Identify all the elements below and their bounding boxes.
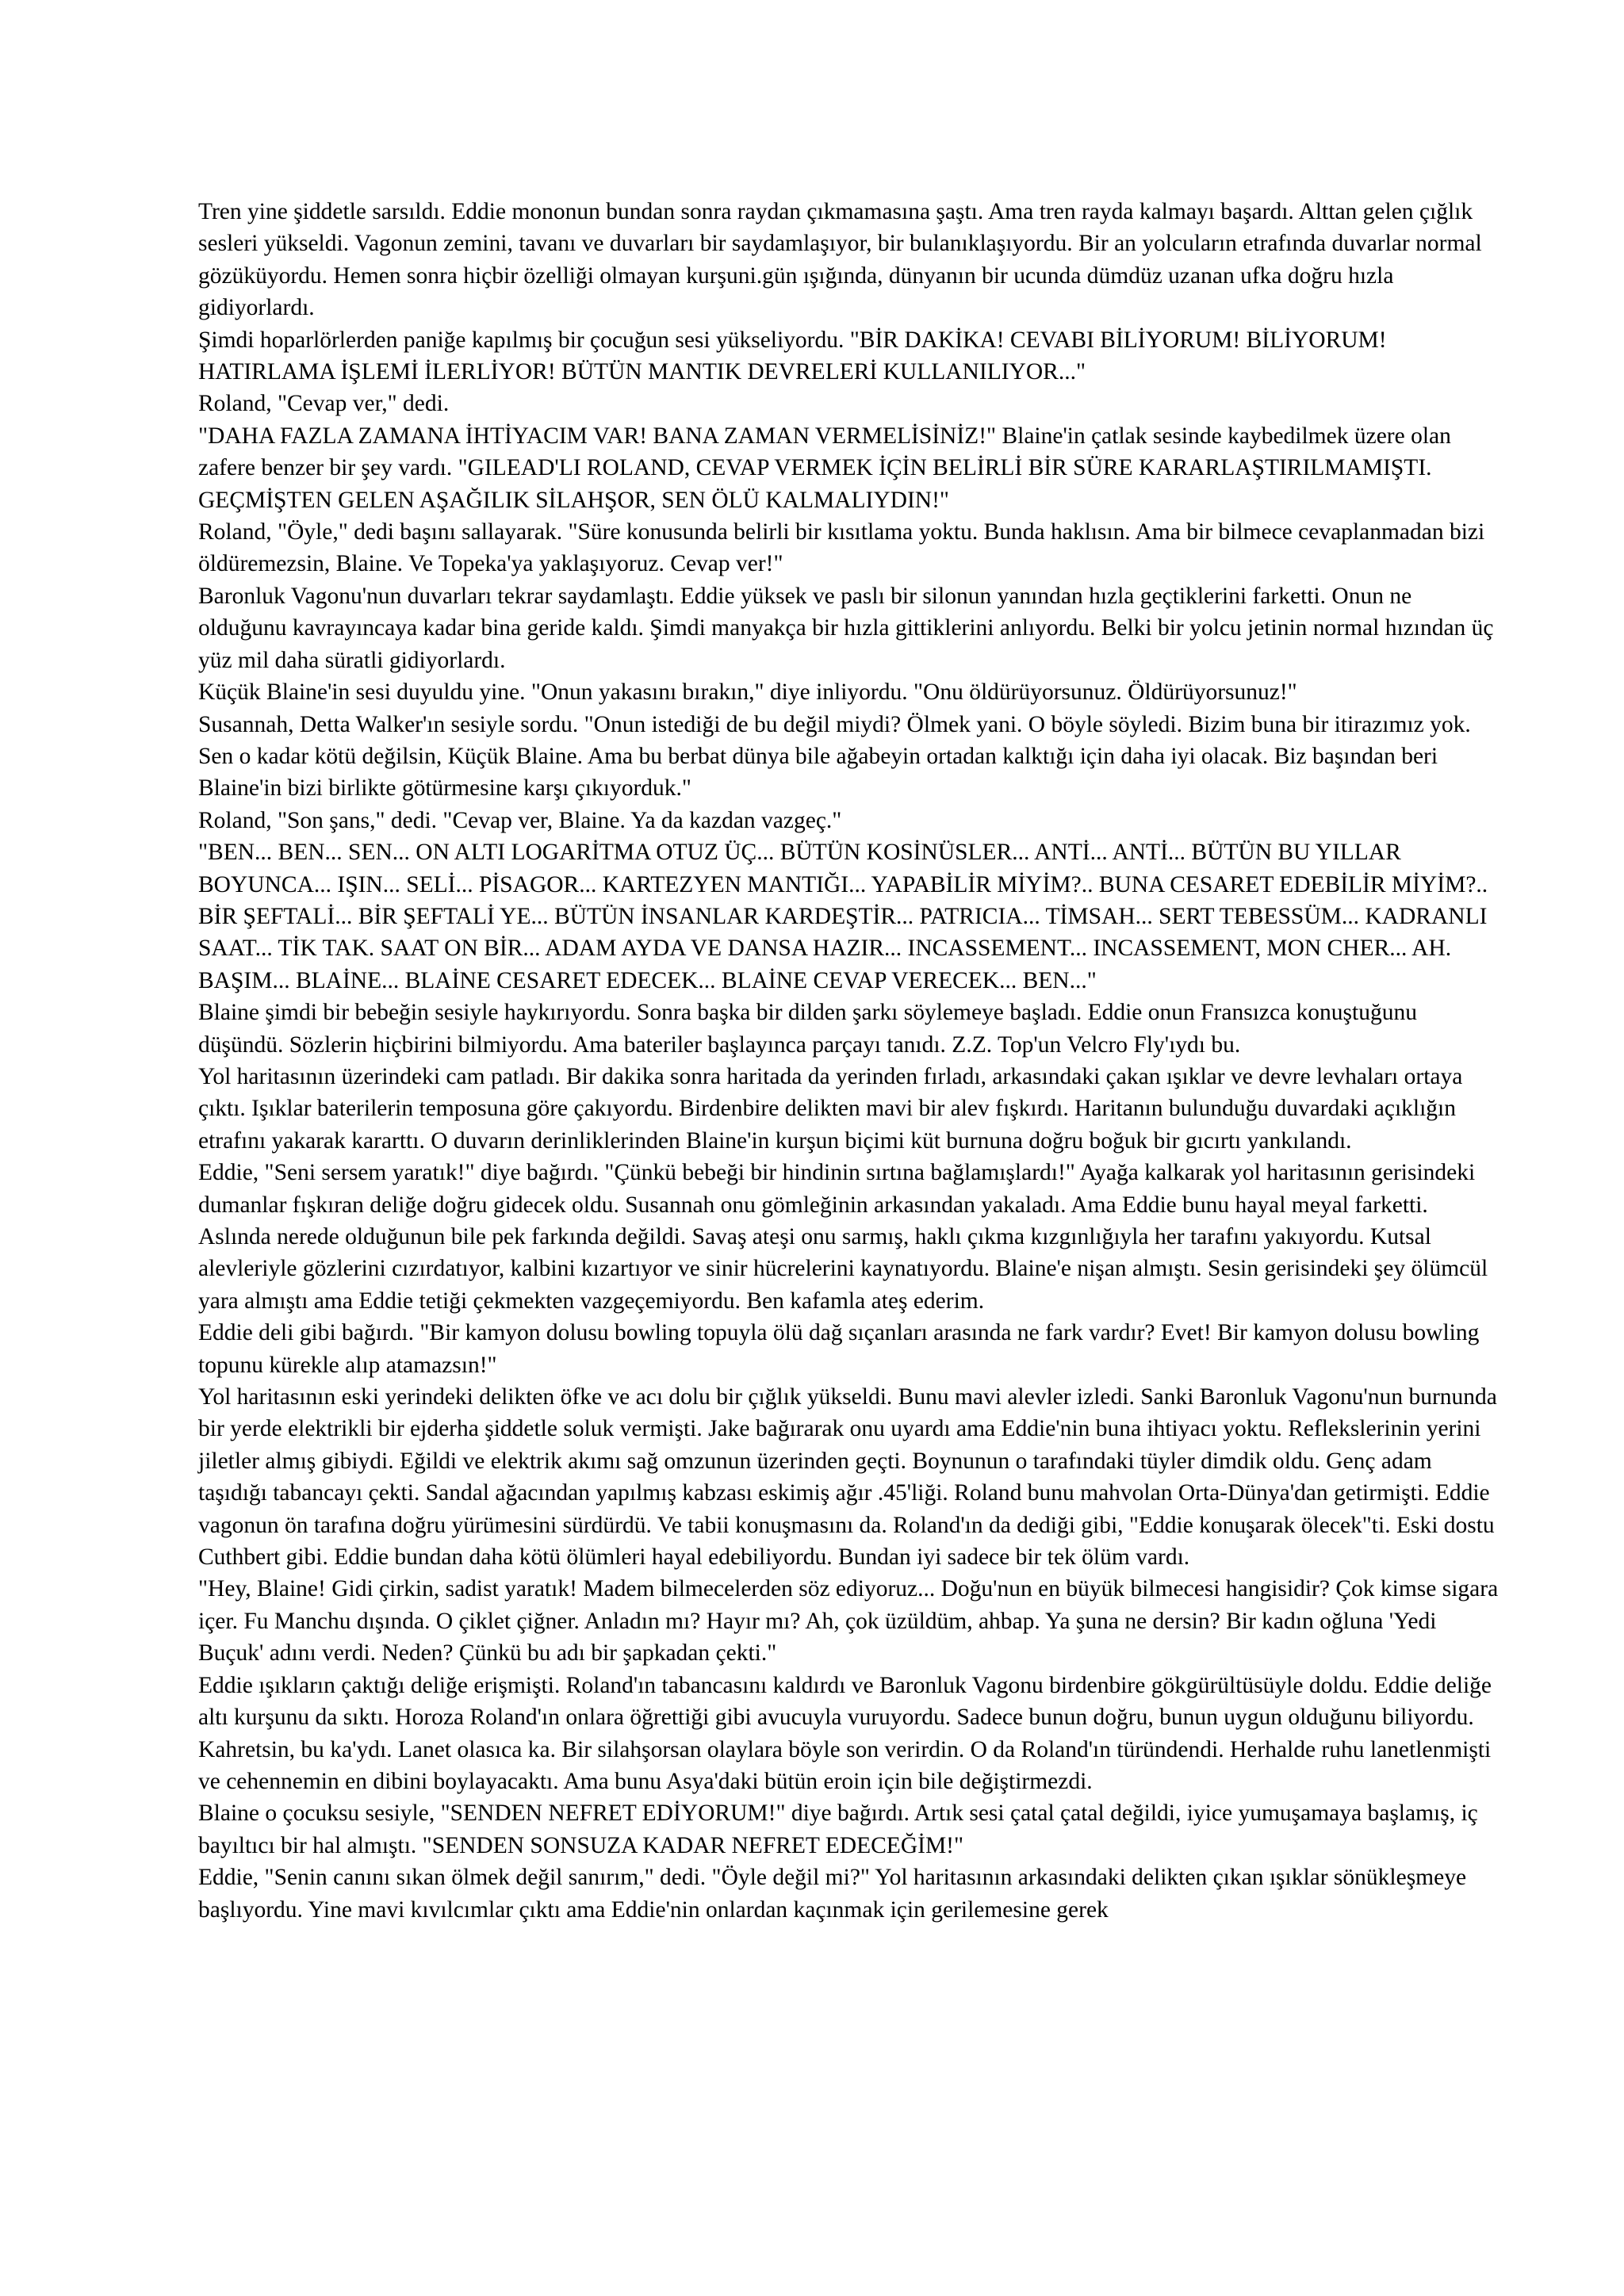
paragraph: Roland, "Cevap ver," dedi. xyxy=(198,391,450,417)
paragraph: "BEN... BEN... SEN... ON ALTI LOGARİTMA OTUZ ÜÇ... BÜTÜN KOSİNÜSLER... ANTİ... ANTİ... BÜTÜN BU YILLAR BOYUNCA... IŞIN... SELİ... PİSAGOR... KARTEZYEN MANTIĞI... YAPABİLİR MİYİM?.. BUNA CESARET EDEBİLİR MİYİM?.. BİR ŞEFTALİ... BİR ŞEFTALİ YE... BÜTÜN İNSANLAR KARDEŞTİR... PATRICIA... TİMSAH... SERT TEBESSÜM... KADRANLI SAAT... TİK TAK. SAAT ON BİR... ADAM AYDA VE DANSA HAZIR... INCASSEMENT... INCASSEMENT, MON CHER... AH. BAŞIM... BLAİNE... BLAİNE CESARET EDECEK... BLAİNE CEVAP VERECEK... BEN..." xyxy=(198,840,1488,993)
paragraph: Küçük Blaine'in sesi duyuldu yine. "Onun yakasını bırakın," diye inliyordu. "Onu öldürüyorsunuz. Öldürüyorsunuz!" xyxy=(198,679,1297,706)
paragraph: "DAHA FAZLA ZAMANA İHTİYACIM VAR! BANA ZAMAN VERMELİSİNİZ!" Blaine'in çatlak sesinde kaybedilmek üzere olan zafere benzer bir şey vardı. "GILEAD'LI ROLAND, CEVAP VERMEK İÇİN BELİRLİ BİR SÜRE KARARLAŞTIRILMAMIŞTI. GEÇMİŞTEN GELEN AŞAĞILIK SİLAHŞOR, SEN ÖLÜ KALMALIYDIN!" xyxy=(198,423,1451,513)
paragraph: Blaine şimdi bir bebeğin sesiyle haykırıyordu. Sonra başka bir dilden şarkı söylemeye başladı. Eddie onun Fransızca konuştuğunu düşündü. Sözlerin hiçbirini bilmiyordu. Ama bateriler başlayınca parçayı tanıdı. Z.Z. Top'un Velcro Fly'ıydı bu. xyxy=(198,1000,1417,1058)
paragraph: Eddie deli gibi bağırdı. "Bir kamyon dolusu bowling topuyla ölü dağ sıçanları arasında ne fark vardır? Evet! Bir kamyon dolusu bowling topunu kürekle alıp atamazsın!" xyxy=(198,1320,1480,1378)
paragraph: Yol haritasının eski yerindeki delikten öfke ve acı dolu bir çığlık yükseldi. Bunu mavi alevler izledi. Sanki Baronluk Vagonu'nun burnunda bir yerde elektrikli bir ejderha şiddetle soluk vermişti. Jake bağırarak onu uyardı ama Eddie'nin buna ihtiyacı yoktu. Reflekslerinin yerini jiletler almış gibiydi. Eğildi ve elektrik akımı sağ omzunun üzerinden geçti. Boynunun o tarafındaki tüyler dimdik oldu. Genç adam taşıdığı tabancayı çekti. Sandal ağacından yapılmış kabzası eskimiş ağır .45'liği. Roland bunu mahvolan Orta-Dünya'dan getirmişti. Eddie vagonun ön tarafına doğru yürümesini sürdürdü. Ve tabii konuşmasını da. Roland'ın da dediği gibi, "Eddie konuşarak ölecek"ti. Eski dostu Cuthbert gibi. Eddie bundan daha kötü ölümleri hayal edebiliyordu. Bundan iyi sadece bir tek ölüm vardı. xyxy=(198,1384,1497,1571)
paragraph: Susannah, Detta Walker'ın sesiyle sordu. "Onun istediği de bu değil miydi? Ölmek yani. O böyle söyledi. Bizim buna bir itirazımız yok. Sen o kadar kötü değilsin, Küçük Blaine. Ama bu berbat dünya bile ağabeyin ortadan kalktığı için daha iyi olacak. Biz başından beri Blaine'in bizi birlikte götürmesine karşı çıkıyorduk." xyxy=(198,711,1471,802)
paragraph: Yol haritasının üzerindeki cam patladı. Bir dakika sonra haritada da yerinden fırladı, arkasındaki çakan ışıklar ve devre levhaları ortaya çıktı. Işıklar baterilerin temposuna göre çakıyordu. Birdenbire delikten mavi bir alev fışkırdı. Haritanın bulunduğu duvardaki açıklığın etrafını yakarak kararttı. O duvarın derinliklerinden Blaine'in kurşun biçimi küt burnuna doğru boğuk bir gıcırtı yankılandı. xyxy=(198,1063,1463,1154)
paragraph: Roland, "Öyle," dedi başını sallayarak. "Süre konusunda belirli bir kısıtlama yoktu. Bunda haklısın. Ama bir bilmece cevaplanmadan bizi öldüremezsin, Blaine. Ve Topeka'ya yaklaşıyoruz. Cevap ver!" xyxy=(198,519,1485,577)
paragraph: Baronluk Vagonu'nun duvarları tekrar saydamlaştı. Eddie yüksek ve paslı bir silonun yanından hızla geçtiklerini farketti. Onun ne olduğunu kavrayıncaya kadar bina geride kaldı. Şimdi manyakça bir hızla gittiklerini anlıyordu. Belki bir yolcu jetinin normal hızından üç yüz mil daha süratli gidiyorlardı. xyxy=(198,583,1494,673)
paragraph: "Hey, Blaine! Gidi çirkin, sadist yaratık! Madem bilmecelerden söz ediyoruz... Doğu'nun en büyük bilmecesi hangisidir? Çok kimse sigara içer. Fu Manchu dışında. O çiklet çiğner. Anladın mı? Hayır mı? Ah, çok üzüldüm, ahbap. Ya şuna ne dersin? Bir kadın oğluna 'Yedi Buçuk' adını verdi. Neden? Çünkü bu adı bir şapkadan çekti." xyxy=(198,1576,1499,1667)
paragraph: Eddie, "Senin canını sıkan ölmek değil sanırım," dedi. "Öyle değil mi?" Yol haritasının arkasındaki delikten çıkan ışıklar sönükleşmeye başlıyordu. Yine mavi kıvılcımlar çıktı ama Eddie'nin onlardan kaçınmak için gerilemesine gerek xyxy=(198,1865,1467,1923)
paragraph: Blaine o çocuksu sesiyle, "SENDEN NEFRET EDİYORUM!" diye bağırdı. Artık sesi çatal çatal değildi, iyice yumuşamaya başlamış, iç bayıltıcı bir hal almıştı. "SENDEN SONSUZA KADAR NEFRET EDECEĞİM!" xyxy=(198,1800,1478,1858)
paragraph: Eddie, "Seni sersem yaratık!" diye bağırdı. "Çünkü bebeği bir hindinin sırtına bağlamışlardı!" Ayağa kalkarak yol haritasının gerisindeki dumanlar fışkıran deliğe doğru gidecek oldu. Susannah onu gömleğinin arkasından yakaladı. Ama Eddie bunu hayal meyal farketti. Aslında nerede olduğunun bile pek farkında değildi. Savaş ateşi onu sarmış, haklı çıkma kızgınlığıyla her tarafını yakıyordu. Kutsal alevleriyle gözlerini cızırdatıyor, kalbini kızartıyor ve sinir hücrelerini kaynatıyordu. Blaine'e nişan almıştı. Sesin gerisindeki şey ölümcül yara almıştı ama Eddie tetiği çekmekten vazgeçemiyordu. Ben kafamla ateş ederim. xyxy=(198,1160,1488,1314)
paragraph: Tren yine şiddetle sarsıldı. Eddie mononun bundan sonra raydan çıkmamasına şaştı. Ama tren rayda kalmayı başardı. Alttan gelen çığlık sesleri yükseldi. Vagonun zemini, tavanı ve duvarları bir saydamlaşıyor, bir bulanıklaşıyordu. Bir an yolcuların etrafında duvarlar normal gözüküyordu. Hemen sonra hiçbir özelliği olmayan kurşuni.gün ışığında, dünyanın bir ucunda dümdüz uzanan ufka doğru hızla gidiyorlardı. xyxy=(198,199,1482,321)
paragraph: Roland, "Son şans," dedi. "Cevap ver, Blaine. Ya da kazdan vazgeç." xyxy=(198,807,842,833)
document-page xyxy=(198,196,1499,1926)
paragraph: Şimdi hoparlörlerden paniğe kapılmış bir çocuğun sesi yükseliyordu. "BİR DAKİKA! CEVABI BİLİYORUM! BİLİYORUM! HATIRLAMA İŞLEMİ İLERLİYOR! BÜTÜN MANTIK DEVRELERİ KULLANILIYOR..." xyxy=(198,327,1387,385)
paragraph: Eddie ışıkların çaktığı deliğe erişmişti. Roland'ın tabancasını kaldırdı ve Baronluk Vagonu birdenbire gökgürültüsüyle doldu. Eddie deliğe altı kurşunu da sıktı. Horoza Roland'ın onlara öğrettiği gibi avucuyla vuruyordu. Sadece bunun doğru, bunun uygun olduğunu biliyordu. Kahretsin, bu ka'ydı. Lanet olasıca ka. Bir silahşorsan olaylara böyle son verirdin. O da Roland'ın türündendi. Herhalde ruhu lanetlenmişti ve cehennemin en dibini boylayacaktı. Ama bunu Asya'daki bütün eroin için bile değiştirmezdi. xyxy=(198,1672,1492,1794)
